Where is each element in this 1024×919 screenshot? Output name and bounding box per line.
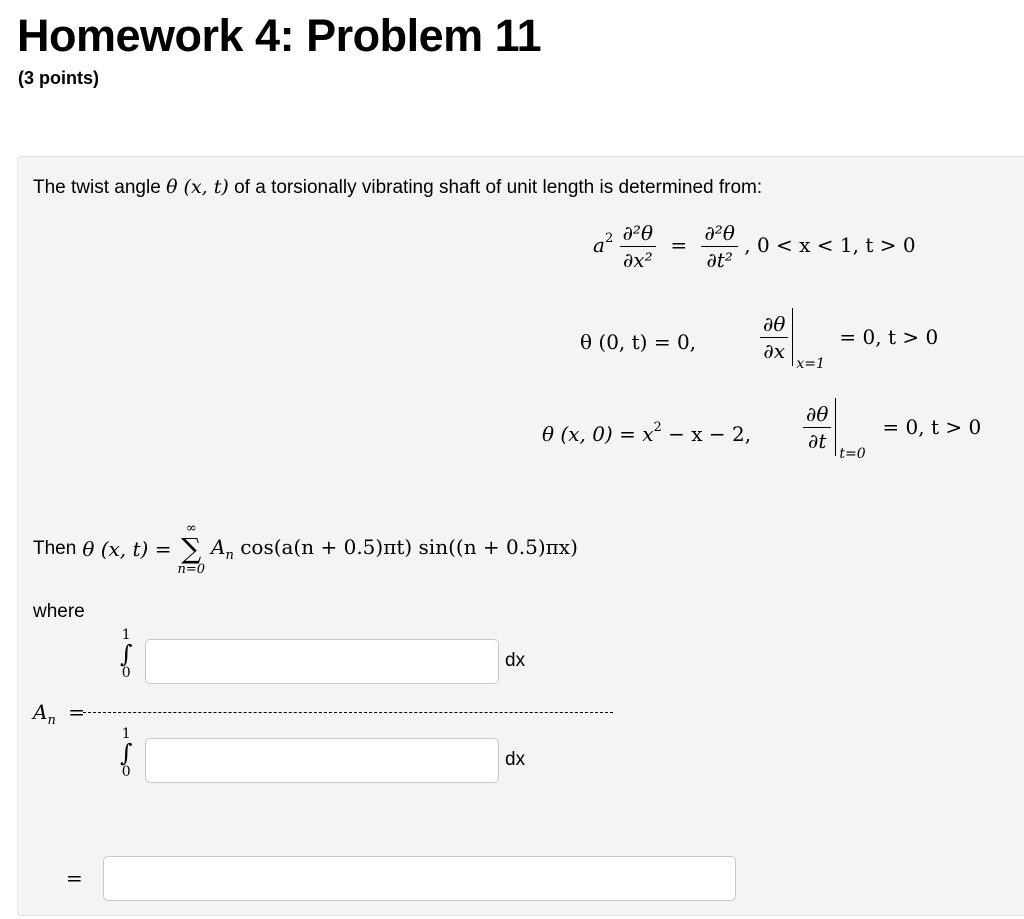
final-equals: =	[66, 866, 83, 890]
page-title: Homework 4: Problem 11	[17, 10, 542, 61]
solution-series	[33, 522, 578, 576]
ic-left-main: θ (x, 0) = x	[542, 422, 654, 446]
fraction-divider	[83, 712, 613, 713]
pde-equals: =	[670, 233, 688, 257]
ic-left-tail: − x − 2,	[661, 422, 752, 446]
intro-sentence	[33, 176, 762, 199]
denominator-integral	[120, 727, 133, 779]
coef-symbol: A	[33, 700, 48, 724]
coef-equals: =	[68, 700, 85, 724]
pde-lhs-num: ∂²θ	[620, 222, 656, 247]
denominator-differential: dx	[505, 749, 526, 770]
den-int-upper: 1	[121, 726, 131, 742]
pde-rhs-den: ∂t²	[706, 248, 733, 272]
pde-lhs-den: ∂x²	[622, 248, 653, 272]
pde-coef-exp: 2	[604, 231, 614, 246]
ic-left	[542, 420, 751, 446]
sum-operator	[177, 522, 205, 576]
den-int-lower: 0	[121, 764, 131, 780]
intro-text-after: of a torsionally vibrating shaft of unit length is determined from:	[234, 177, 763, 198]
pde-equation	[593, 222, 916, 271]
ic-right: = 0, t > 0	[882, 415, 982, 439]
bc-derivative	[760, 308, 939, 372]
sum-upper: ∞	[185, 521, 197, 536]
where-label: where	[33, 601, 85, 622]
bc-right: = 0, t > 0	[839, 325, 939, 349]
bc-left: θ (0, t) = 0,	[580, 330, 697, 354]
ic-den: ∂t	[808, 428, 827, 453]
ic-derivative	[803, 398, 982, 462]
series-term	[211, 535, 578, 563]
ic-num: ∂θ	[803, 403, 831, 428]
bc-eval-bar	[792, 308, 827, 372]
points-label: (3 points)	[18, 68, 99, 88]
pde-rhs-fraction	[701, 222, 737, 271]
bc-num: ∂θ	[760, 313, 788, 338]
numerator-differential: dx	[505, 650, 526, 671]
numerator-integral	[120, 628, 133, 680]
denominator-integrand-input[interactable]	[145, 738, 499, 783]
num-int-upper: 1	[121, 627, 131, 643]
final-answer-input[interactable]	[103, 856, 736, 901]
numerator-integrand-input[interactable]	[145, 639, 499, 684]
integral-icon: ∫	[120, 640, 133, 668]
intro-text-before: The twist angle	[33, 177, 161, 198]
pde-rhs-num: ∂²θ	[701, 222, 737, 247]
ic-exp: 2	[653, 420, 662, 435]
pde-coef: a	[593, 233, 605, 257]
term-rest: cos(a(n + 0.5)πt) sin((n + 0.5)πx)	[233, 535, 578, 559]
pde-domain: , 0 < x < 1, t > 0	[744, 233, 916, 257]
sum-lower: n=0	[177, 562, 206, 577]
bc-eval-at: x=1	[796, 356, 825, 372]
pde-lhs-fraction	[620, 222, 656, 271]
solution-lhs: θ (x, t) =	[82, 537, 172, 561]
ic-eval-bar	[835, 398, 870, 462]
integral-icon: ∫	[120, 739, 133, 767]
bc-fraction	[760, 313, 788, 362]
ic-fraction	[803, 403, 831, 452]
intro-math: θ (x, t)	[166, 176, 229, 198]
term-coef: A	[211, 535, 226, 559]
bc-den: ∂x	[763, 338, 785, 363]
num-int-lower: 0	[121, 665, 131, 681]
term-coef-sub: n	[225, 548, 234, 563]
ic-eval-at: t=0	[839, 446, 866, 462]
coefficient-lhs	[33, 700, 85, 728]
sum-symbol: ∑	[181, 532, 202, 565]
coef-sub: n	[47, 713, 56, 728]
then-label: Then	[33, 538, 77, 559]
